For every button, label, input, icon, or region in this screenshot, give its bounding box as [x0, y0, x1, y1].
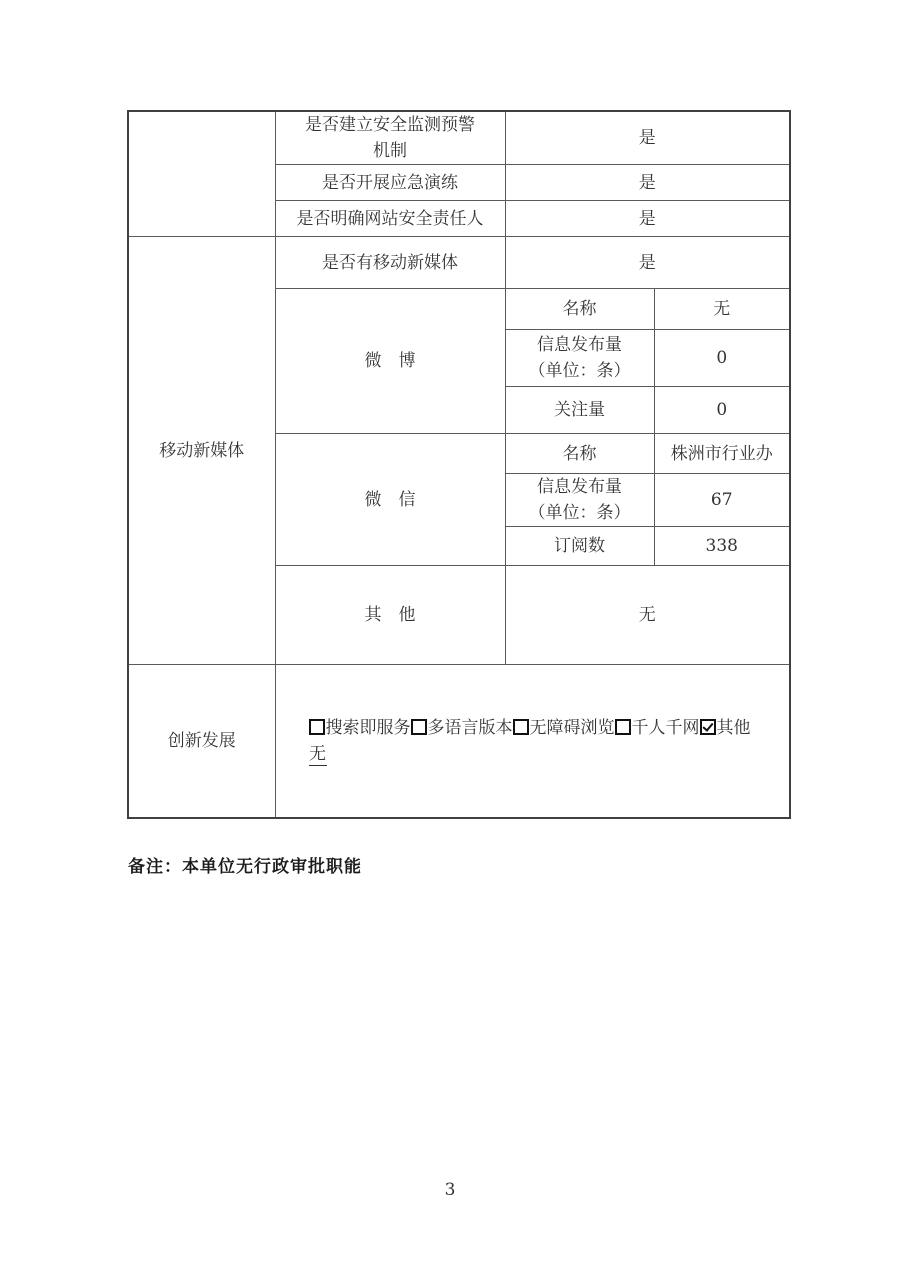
table-row [128, 111, 790, 165]
value-cell: 无 [654, 289, 790, 330]
answer-cell: 无 [505, 566, 790, 665]
question-cell: 是否有移动新媒体 [275, 237, 505, 289]
answer-cell: 是 [505, 237, 790, 289]
option-label: 其他 [716, 717, 751, 738]
value-cell: 0 [654, 330, 790, 387]
question-line: 机制 [373, 141, 407, 161]
field-cell: 名称 [505, 434, 654, 474]
other-fill-line [309, 741, 784, 767]
field-line: 信息发布量 [537, 335, 622, 355]
weibo-label: 微 博 [275, 289, 505, 434]
option-label: 搜索即服务 [325, 717, 411, 738]
table-row [128, 237, 790, 289]
checkbox-icon [615, 719, 631, 735]
report-table [127, 110, 791, 819]
question-cell [275, 111, 505, 165]
option-label: 无障碍浏览 [529, 717, 615, 738]
page-number: 3 [444, 1180, 456, 1200]
option-label: 千人千网 [631, 717, 700, 738]
table-row [128, 665, 790, 818]
field-cell: 名称 [505, 289, 654, 330]
field-line: 信息发布量 [537, 477, 622, 497]
innovation-options-cell [275, 665, 790, 818]
field-cell: 关注量 [505, 387, 654, 434]
option-accessibility [513, 718, 615, 738]
field-line: （单位：条） [528, 503, 631, 523]
value-cell: 67 [654, 474, 790, 527]
checkbox-line [309, 715, 784, 741]
section-label-empty [128, 111, 275, 237]
question-cell: 是否开展应急演练 [275, 165, 505, 201]
section-label-innovation: 创新发展 [128, 665, 275, 818]
field-cell: 订阅数 [505, 527, 654, 566]
question-cell: 是否明确网站安全责任人 [275, 201, 505, 237]
remark-text: 备注：本单位无行政审批职能 [128, 857, 362, 877]
value-cell: 0 [654, 387, 790, 434]
section-label-mobile-media: 移动新媒体 [128, 237, 275, 665]
checkbox-icon [700, 719, 716, 735]
option-personalized [615, 718, 700, 738]
checkbox-icon [411, 719, 427, 735]
other-fill-value: 无 [309, 743, 326, 764]
answer-cell: 是 [505, 111, 790, 165]
other-media-label: 其 他 [275, 566, 505, 665]
option-multilingual [411, 718, 513, 738]
answer-cell: 是 [505, 201, 790, 237]
checkbox-icon [513, 719, 529, 735]
question-line: 是否建立安全监测预警 [305, 115, 475, 135]
value-cell: 株洲市行业办 [654, 434, 790, 474]
value-cell: 338 [654, 527, 790, 566]
option-other [700, 718, 751, 738]
answer-cell: 是 [505, 165, 790, 201]
checkbox-icon [309, 719, 325, 735]
field-cell [505, 330, 654, 387]
wechat-label: 微 信 [275, 434, 505, 566]
field-line: （单位：条） [528, 361, 631, 381]
option-search-service [309, 718, 411, 738]
option-label: 多语言版本 [427, 717, 513, 738]
field-cell [505, 474, 654, 527]
